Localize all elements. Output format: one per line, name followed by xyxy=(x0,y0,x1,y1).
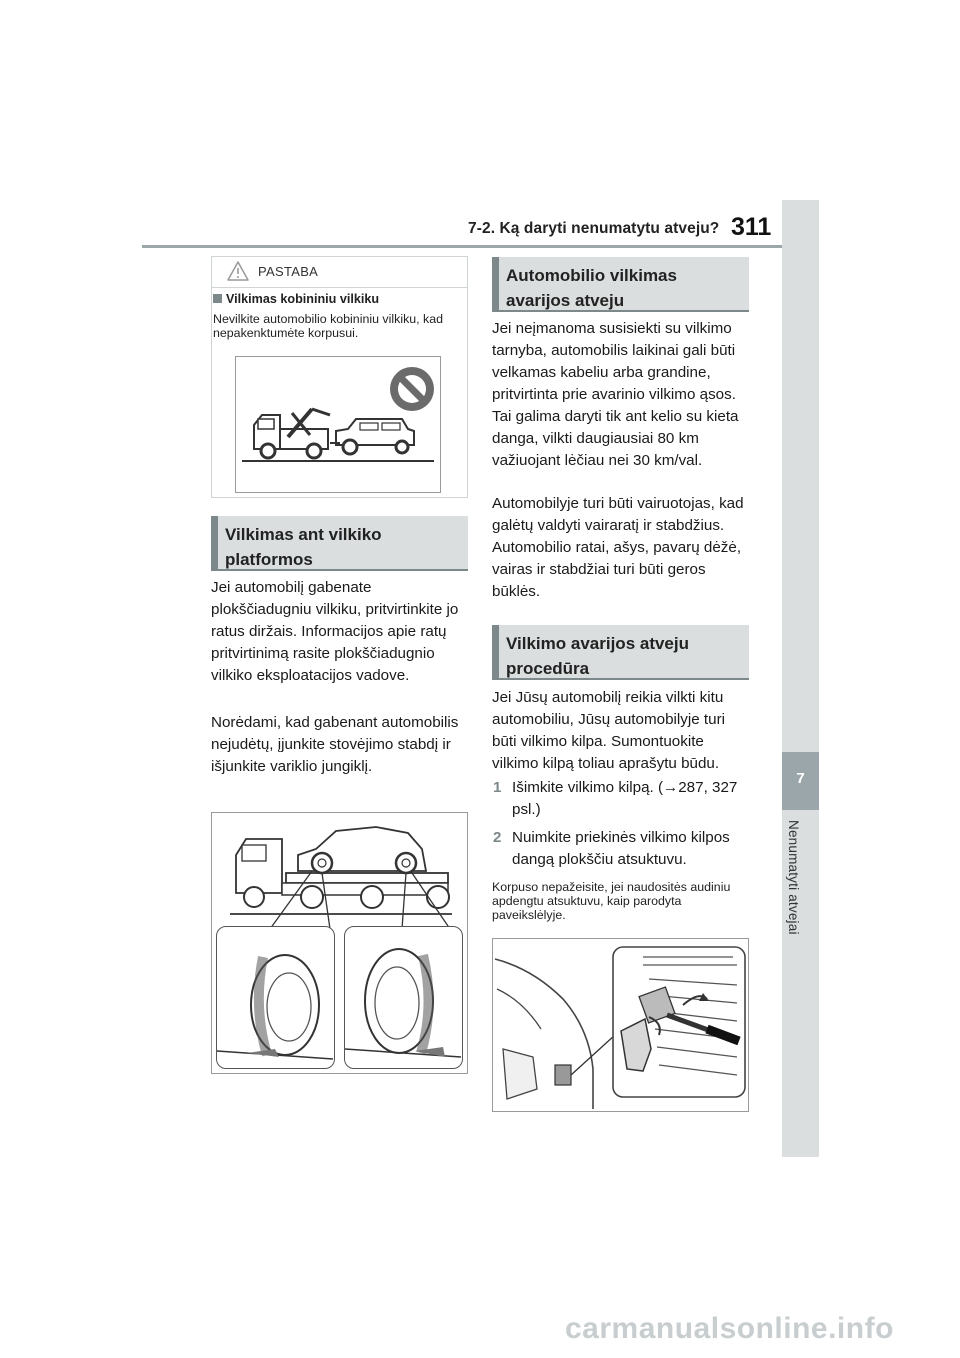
page-number: 311 xyxy=(731,213,772,241)
chapter-number: 7 xyxy=(796,770,805,787)
section-heading-procedure xyxy=(492,625,749,680)
tow-eyelet-cover-figure xyxy=(492,938,749,1112)
caution-label: PASTABA xyxy=(258,264,319,279)
section-title-procedure: Vilkimo avarijos atveju procedūra xyxy=(506,634,689,678)
prohibited-towing-illustration xyxy=(235,356,441,493)
step-2-number: 2 xyxy=(493,829,502,846)
section-heading-platform xyxy=(211,516,468,571)
procedure-paragraph: Jei Jūsų automobilį reikia vilkti kitu automobiliu, Jūsų automobilyje turi būti vilkimo kilpa. Sumontuokite vilkimo kilpą toliau aprašytu būdu. xyxy=(492,689,725,772)
wheel-strap-icon xyxy=(217,927,333,1067)
section-heading-emergency xyxy=(492,257,749,312)
step-2-text: Nuimkite priekinės vilkimo kilpos dangą plokščiu atsuktuvu. xyxy=(512,829,730,868)
platform-paragraph-2: Norėdami, kad gabenant automobilis nejudėtų, įjunkite stovėjimo stabdį ir išjunkite variklio jungiklį. xyxy=(211,714,459,775)
square-bullet-icon xyxy=(213,294,222,303)
step-1-text: Išimkite vilkimo kilpą. (→287, 327 psl.) xyxy=(512,779,738,818)
procedure-note: Korpuso nepažeisite, jei naudositės audiniu apdengtu atsuktuvu, kaip parodyta paveikslėlyje. xyxy=(492,880,731,922)
section-title-emergency: Automobilio vilkimas avarijos atveju xyxy=(506,266,677,310)
watermark: carmanualsonline.info xyxy=(565,1312,894,1345)
caution-subheading xyxy=(213,292,379,306)
wheel-lift-tow-truck-icon xyxy=(236,357,440,492)
caution-subheading-text: Vilkimas kobininiu vilkiku xyxy=(226,292,380,306)
platform-paragraph-1: Jei automobilį gabenate plokščiadugniu vilkiku, pritvirtinkite jo ratus diržais. Informacijos apie ratų pritvirtinimą rasite plokščiadugnio vilkiko eksploatacijos vadove. xyxy=(211,579,459,684)
bumper-screwdriver-illustration xyxy=(493,939,748,1111)
step-1-number: 1 xyxy=(493,779,502,796)
wheel-strap-detail-right xyxy=(344,926,463,1069)
emergency-paragraph-2: Automobilyje turi būti vairuotojas, kad galėtų valdyti vairaratį ir stabdžius. Automobilio ratai, ašys, pavarų dėžė, vairas ir stabdžiai turi būti geros būklės. xyxy=(492,495,744,600)
caution-header xyxy=(212,257,467,288)
header-rule xyxy=(142,245,782,248)
chapter-label: Nenumatyti atvejai xyxy=(786,820,801,935)
running-header: 7-2. Ką daryti nenumatytu atveju? xyxy=(468,220,720,237)
wheel-strap-detail-left xyxy=(216,926,335,1069)
emergency-paragraph-1: Jei neįmanoma susisiekti su vilkimo tarnyba, automobilis laikinai gali būti velkamas kabeliu arba grandine, pritvirtinta prie avarinio vilkimo ąsos. Tai galima daryti tik ant kelio su kieta danga, vilkti daugiausiai 80 km važiuojant lėčiau nei 30 km/val. xyxy=(492,320,739,469)
caution-text: Nevilkite automobilio kobininiu vilkiku, kad nepakenktumėte korpusui. xyxy=(213,312,444,340)
warning-triangle-icon xyxy=(226,260,250,282)
section-title-platform: Vilkimas ant vilkiko platformos xyxy=(225,525,382,569)
wheel-strap-icon xyxy=(345,927,461,1067)
chapter-side-tab xyxy=(782,200,819,1157)
